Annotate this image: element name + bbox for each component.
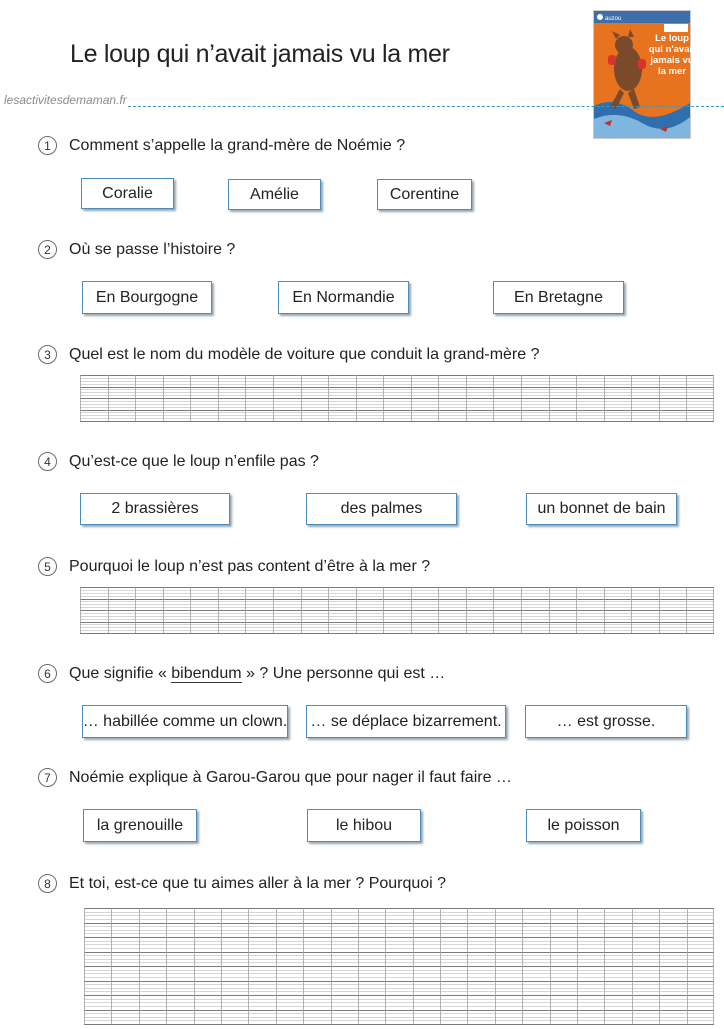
question-number: 8 [38, 874, 57, 893]
answer-option[interactable]: le poisson [526, 809, 641, 842]
answer-option[interactable]: … se déplace bizarrement. [306, 705, 506, 738]
underlined-word: bibendum [171, 664, 242, 682]
answer-option[interactable]: le hibou [307, 809, 421, 842]
question-text: Que signifie « bibendum » ? Une personne qui est … [69, 664, 446, 682]
question-3 [38, 345, 540, 364]
question-number: 4 [38, 452, 57, 471]
question-1 [38, 136, 405, 155]
answer-option[interactable]: Amélie [228, 179, 321, 210]
question-number: 1 [38, 136, 57, 155]
svg-text:Le loup: Le loup [655, 33, 689, 44]
page-title: Le loup qui n’avait jamais vu la mer [70, 40, 450, 68]
question-text: Qu’est-ce que le loup n’enfile pas ? [69, 452, 319, 470]
answer-option[interactable]: En Normandie [278, 281, 409, 314]
question-text: Où se passe l’histoire ? [69, 240, 236, 258]
answer-option[interactable]: la grenouille [83, 809, 197, 842]
question-8 [38, 874, 446, 893]
writing-lines[interactable] [80, 375, 714, 426]
answer-option[interactable]: Corentine [377, 179, 472, 210]
writing-lines[interactable] [84, 908, 714, 1029]
question-number: 5 [38, 557, 57, 576]
answer-option[interactable]: Coralie [81, 178, 174, 209]
question-text: Pourquoi le loup n’est pas content d’être à la mer ? [69, 557, 431, 575]
answer-option[interactable]: des palmes [306, 493, 457, 525]
svg-text:la mer: la mer [658, 66, 686, 77]
writing-lines[interactable] [80, 587, 714, 638]
question-4 [38, 452, 319, 471]
question-6 [38, 664, 445, 683]
question-number: 6 [38, 664, 57, 683]
question-text: Comment s’appelle la grand-mère de Noémie ? [69, 136, 406, 154]
site-watermark: lesactivitesdemaman.fr [4, 93, 127, 107]
question-number: 2 [38, 240, 57, 259]
question-number: 7 [38, 768, 57, 787]
question-7 [38, 768, 512, 787]
answer-option[interactable]: … est grosse. [525, 705, 687, 738]
question-number: 3 [38, 345, 57, 364]
answer-option[interactable]: En Bretagne [493, 281, 624, 314]
book-cover-image [593, 10, 696, 139]
question-2 [38, 240, 235, 259]
dashed-separator [128, 106, 724, 107]
svg-text:jamais vu: jamais vu [650, 55, 694, 66]
cover-publisher: auzou [605, 16, 622, 22]
question-text: Et toi, est-ce que tu aimes aller à la mer ? Pourquoi ? [69, 874, 447, 892]
answer-option[interactable]: 2 brassières [80, 493, 230, 525]
question-text: Quel est le nom du modèle de voiture que conduit la grand-mère ? [69, 345, 540, 363]
question-text: Noémie explique à Garou-Garou que pour nager il faut faire … [69, 768, 512, 786]
answer-option[interactable]: En Bourgogne [82, 281, 212, 314]
svg-text:qui n'avait: qui n'avait [648, 44, 696, 55]
answer-option[interactable]: un bonnet de bain [526, 493, 677, 525]
question-5 [38, 557, 430, 576]
answer-option[interactable]: … habillée comme un clown. [82, 705, 288, 738]
